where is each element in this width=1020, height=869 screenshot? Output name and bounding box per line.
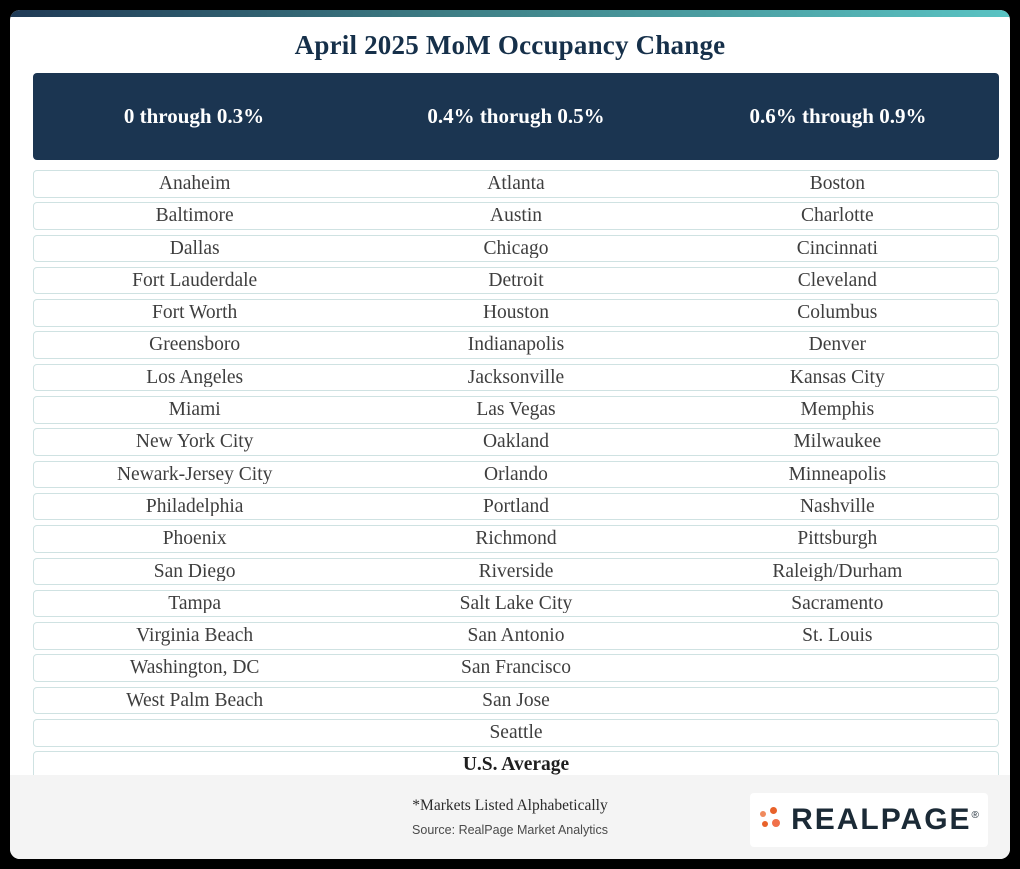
table-cell: St. Louis: [802, 626, 873, 646]
table-cell: Raleigh/Durham: [772, 561, 903, 582]
table-cell: Cincinnati: [796, 238, 878, 259]
table-row: [33, 396, 999, 424]
table-cell: Fort Worth: [152, 303, 238, 323]
table-cell: Detroit: [488, 270, 544, 291]
table-cell: Anaheim: [158, 174, 231, 194]
table-cell: Indianapolis: [467, 335, 565, 355]
card-footer: [10, 775, 1010, 859]
table-cell: Salt Lake City: [459, 593, 573, 614]
table-cell: Pittsburgh: [797, 529, 878, 549]
table-cell: Dallas: [169, 238, 220, 259]
table-row: [33, 687, 999, 715]
table-cell: Oakland: [482, 432, 550, 452]
table-cell: Greensboro: [149, 335, 241, 355]
table-row: [33, 558, 999, 586]
table-cell: San Antonio: [467, 626, 565, 646]
table-row: [33, 331, 999, 359]
table-cell: New York City: [135, 432, 254, 452]
table-row: [33, 461, 999, 489]
table-cell: San Jose: [482, 690, 550, 711]
table-cell: Richmond: [475, 529, 557, 549]
table-cell: Jacksonville: [467, 367, 565, 388]
table-cell: Charlotte: [801, 206, 874, 226]
occupancy-table-card: [10, 10, 1010, 859]
table-cell: Memphis: [800, 400, 875, 420]
table-cell: Tampa: [168, 593, 222, 614]
table-cell: Milwaukee: [793, 432, 882, 452]
table-row: [33, 719, 999, 747]
table-body: [33, 170, 999, 784]
table-cell: Baltimore: [155, 206, 234, 226]
table-cell: Nashville: [799, 496, 875, 517]
table-row: [33, 428, 999, 456]
table-header-row: [33, 73, 999, 160]
logo-text: REALPAGE: [791, 803, 972, 836]
table-row: [33, 654, 999, 682]
table-cell: Kansas City: [789, 367, 885, 388]
table-cell: Washington, DC: [129, 658, 260, 678]
table-cell: Fort Lauderdale: [132, 270, 258, 291]
table-row: [33, 493, 999, 521]
table-row: [33, 235, 999, 263]
table-row: [33, 525, 999, 553]
table-cell: Boston: [809, 174, 865, 194]
page-title: April 2025 MoM Occupancy Change: [294, 30, 726, 60]
column-header-2: 0.4% thorugh 0.5%: [427, 104, 605, 128]
table-cell: Miami: [168, 400, 221, 420]
table-cell: Newark-Jersey City: [116, 464, 273, 485]
table-cell: Atlanta: [487, 174, 545, 194]
table-cell: Chicago: [483, 238, 549, 259]
table-cell: Denver: [808, 335, 867, 355]
table-cell: Cleveland: [797, 270, 877, 291]
table-cell: Orlando: [484, 464, 548, 485]
table-row: [33, 170, 999, 198]
table-cell: Phoenix: [162, 529, 227, 549]
source-note: Source: RealPage Market Analytics: [412, 823, 608, 837]
logo-trademark: ®: [971, 810, 979, 821]
table-row: [33, 622, 999, 650]
column-header-3: 0.6% through 0.9%: [749, 104, 927, 128]
table-cell: Portland: [482, 496, 550, 517]
column-header-1: 0 through 0.3%: [123, 104, 265, 128]
table-cell: Las Vegas: [476, 400, 556, 420]
table-row: [33, 590, 999, 618]
table-cell: U.S. Average: [462, 755, 570, 775]
table-cell: Philadelphia: [145, 496, 244, 517]
footnote: *Markets Listed Alphabetically: [412, 797, 608, 814]
table-cell: West Palm Beach: [126, 690, 264, 711]
accent-bar: [10, 10, 1010, 17]
table-cell: San Diego: [153, 561, 236, 582]
table-cell: Riverside: [478, 561, 554, 582]
table-cell: Los Angeles: [146, 367, 244, 388]
table-cell: Minneapolis: [788, 464, 887, 485]
table-row: [33, 364, 999, 392]
table-row: [33, 267, 999, 295]
logo-wordmark: [791, 803, 979, 837]
table-row: [33, 299, 999, 327]
table-cell: Sacramento: [791, 593, 884, 614]
logo-dots-icon: [759, 807, 785, 833]
table-cell: Columbus: [797, 303, 878, 323]
table-cell: San Francisco: [461, 658, 571, 678]
table-cell: Virginia Beach: [136, 626, 254, 646]
table-cell: Austin: [489, 206, 542, 226]
table-row: [33, 202, 999, 230]
table-cell: Houston: [482, 303, 550, 323]
realpage-logo: [750, 793, 988, 847]
table-cell: Seattle: [489, 723, 543, 743]
